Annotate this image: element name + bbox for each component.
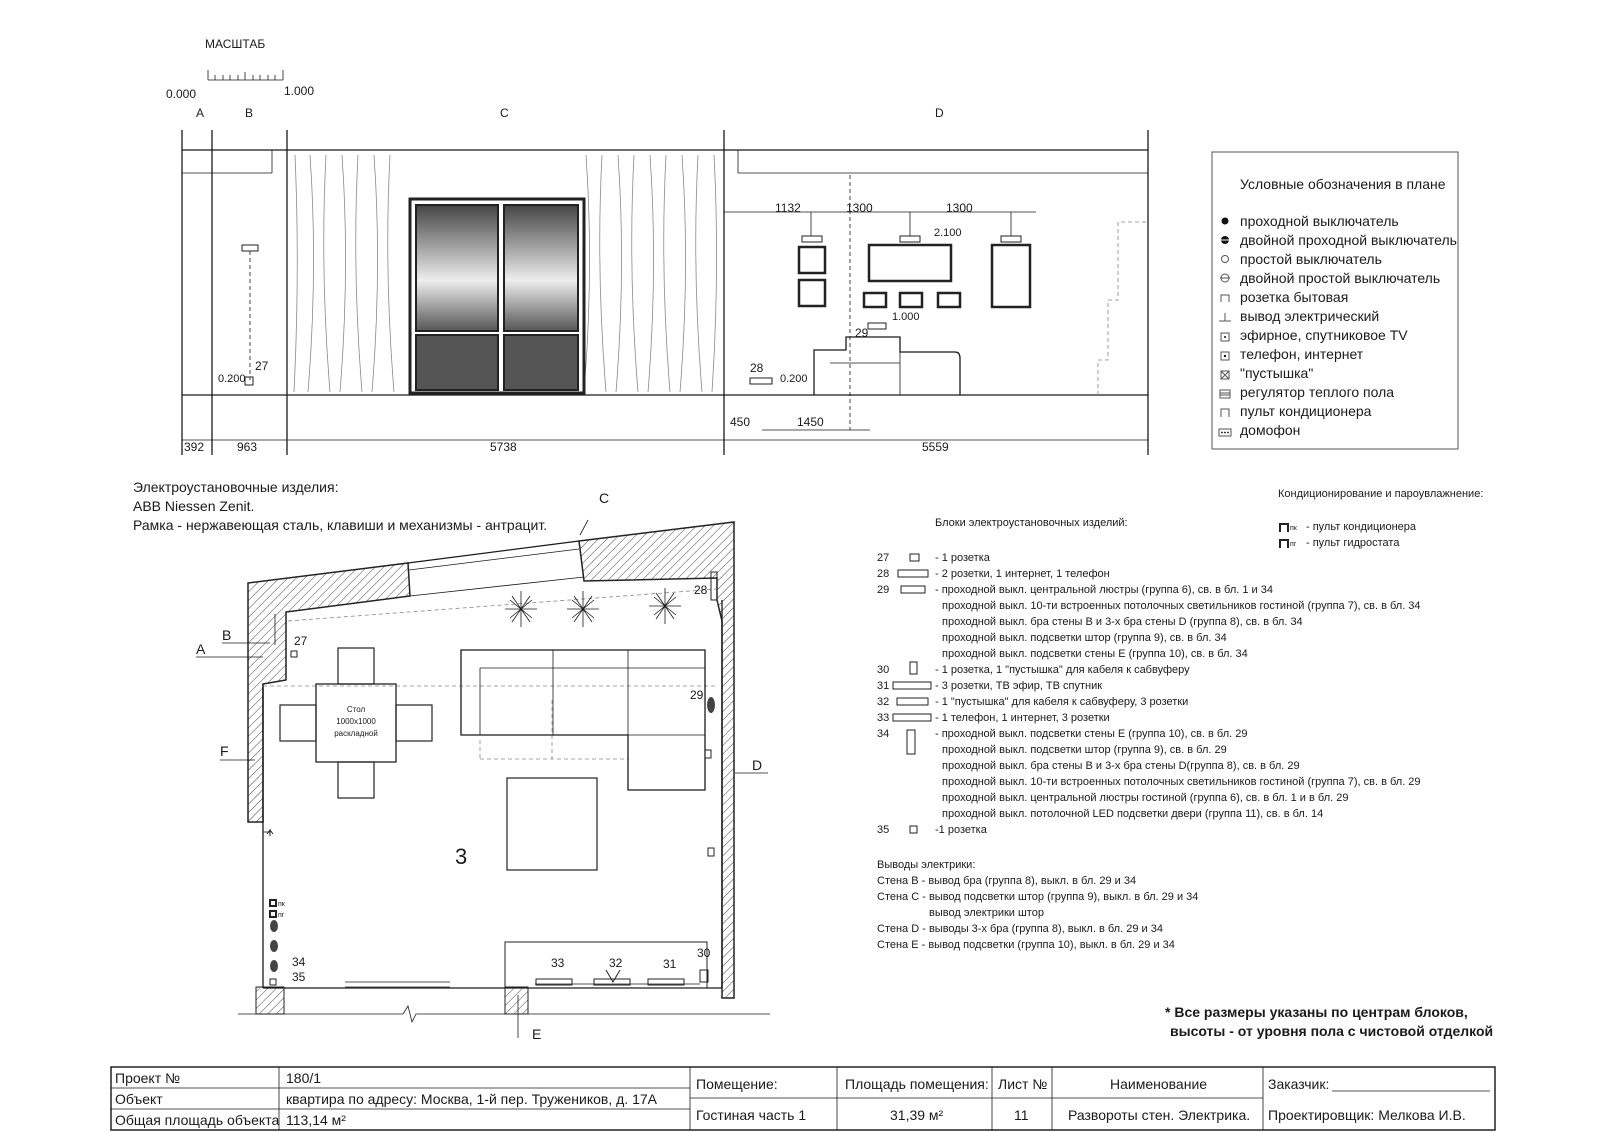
room-number: 3 bbox=[455, 844, 468, 869]
footnote-line-1: * Все размеры указаны по центрам блоков, bbox=[1165, 1004, 1468, 1020]
block-description: проходной выкл. бра стены B и 3-х бра стены D (группа 8), св. в бл. 34 bbox=[942, 616, 1303, 628]
bottom-dim-5738: 5738 bbox=[490, 440, 517, 454]
blank-plate-icon bbox=[1221, 371, 1229, 379]
notes-line-3: Рамка - нержавеющая сталь, клавиши и механизмы - антрацит. bbox=[133, 517, 548, 533]
table-label-1: Стол bbox=[346, 705, 366, 714]
wall-label-b: B bbox=[222, 627, 232, 643]
bottom-dim-963: 963 bbox=[237, 440, 258, 454]
block-description: - 1 розетка bbox=[935, 552, 990, 564]
sofa-plan bbox=[461, 650, 705, 790]
room-area-value: 31,39 м² bbox=[890, 1107, 944, 1123]
customer-label: Заказчик: bbox=[1268, 1076, 1330, 1092]
sofa-elevation bbox=[814, 337, 960, 395]
block-description: проходной выкл. потолочной LED подсветки двери (группа 11), св. в бл. 14 bbox=[942, 808, 1324, 820]
object-value: квартира по адресу: Москва, 1-й пер. Тружеников, д. 17А bbox=[286, 1091, 657, 1107]
bottom-dim-450: 450 bbox=[730, 415, 751, 429]
block-description: - 3 розетки, ТВ эфир, ТВ спутник bbox=[935, 680, 1103, 692]
floor-heating-icon bbox=[1220, 390, 1230, 398]
plan-block-31: 31 bbox=[663, 957, 677, 971]
area-label: Общая площадь объекта bbox=[115, 1112, 280, 1128]
block-description: - проходной выкл. центральной люстры (группа 6), св. в бл. 1 и 34 bbox=[935, 584, 1273, 596]
phone-icon bbox=[1221, 352, 1229, 360]
designer-label: Проектировщик: Мелкова И.В. bbox=[1268, 1107, 1466, 1123]
pass-switch-icon bbox=[1222, 218, 1229, 225]
table-label-2: 1000x1000 bbox=[336, 717, 376, 726]
wall-label-c: C bbox=[599, 490, 610, 506]
outputs-line-3: вывод электрики штор bbox=[929, 907, 1044, 919]
outputs-line-2: Стена C - вывод подсветки штор (группа 9), выкл. в бл. 29 и 34 bbox=[877, 891, 1199, 903]
outputs-line-1: Стена B - вывод бра (группа 8), выкл. в бл. 29 и 34 bbox=[877, 875, 1137, 887]
legend-label-4: двойной простой выключатель bbox=[1240, 270, 1441, 286]
block-label-27: 27 bbox=[255, 359, 269, 373]
outputs-title: Выводы электрики: bbox=[877, 859, 976, 871]
section-label-a: A bbox=[196, 106, 205, 120]
section-label-d: D bbox=[935, 106, 944, 120]
block-description: - 1 "пустышка" для кабеля к сабвуферу, 3 розетки bbox=[935, 696, 1189, 708]
block-description: - проходной выкл. подсветки стены E (группа 10), св. в бл. 29 bbox=[935, 728, 1248, 740]
ac-remote-icon bbox=[1280, 524, 1288, 532]
block-description: - 1 розетка, 1 "пустышка" для кабеля к сабвуферу bbox=[935, 664, 1190, 676]
height-mark-210: 2.100 bbox=[934, 227, 962, 239]
scale-title: МАСШТАБ bbox=[205, 37, 266, 51]
room-label: Помещение: bbox=[696, 1076, 778, 1092]
balcony-door bbox=[410, 199, 584, 393]
block-number: 33 bbox=[877, 712, 890, 724]
plan-block-28: 28 bbox=[694, 583, 708, 597]
plan-block-30: 30 bbox=[697, 946, 711, 960]
tv-icon bbox=[1221, 333, 1229, 341]
bottom-dim-1450: 1450 bbox=[797, 415, 824, 429]
legend-label-1: проходной выключатель bbox=[1240, 213, 1399, 229]
block-description: проходной выкл. 10-ти встроенных потолочных светильников гостиной (группа 7), св. в бл. 34 bbox=[942, 600, 1421, 612]
plan-block-35: 35 bbox=[292, 970, 306, 984]
block-number: 34 bbox=[877, 728, 890, 740]
object-label: Объект bbox=[115, 1091, 163, 1107]
blocks-list bbox=[877, 517, 1421, 836]
legend-label-6: вывод электрический bbox=[1240, 308, 1380, 324]
scale-max-label: 1.000 bbox=[284, 84, 315, 98]
top-dim-3: 1300 bbox=[946, 201, 973, 215]
ac-code-1: пк bbox=[1290, 525, 1297, 532]
block-description: проходной выкл. центральной люстры гостиной (группа 6), св. в бл. 1 и в бл. 29 bbox=[942, 792, 1349, 804]
ac-title: Кондиционирование и пароувлажнение: bbox=[1278, 488, 1484, 500]
outputs-line-4: Стена D - выводы 3-х бра (группа 8), выкл. в бл. 29 и 34 bbox=[877, 923, 1163, 935]
bottom-dim-5559: 5559 bbox=[922, 440, 949, 454]
floor-plan bbox=[196, 490, 770, 1042]
legend-label-5: розетка бытовая bbox=[1240, 289, 1349, 305]
block-label-29: 29 bbox=[855, 326, 869, 340]
wall-label-a: A bbox=[196, 641, 206, 657]
block-number: 28 bbox=[877, 568, 890, 580]
name-value: Развороты стен. Электрика. bbox=[1068, 1107, 1251, 1123]
product-notes bbox=[133, 479, 547, 533]
scale-bar bbox=[166, 37, 314, 101]
title-block bbox=[111, 1067, 1495, 1130]
block-description: проходной выкл. подсветки штор (группа 9), св. в бл. 29 bbox=[942, 744, 1227, 756]
legend-title: Условные обозначения в плане bbox=[1240, 176, 1446, 192]
footnote-line-2: высоты - от уровня пола с чистовой отделкой bbox=[1170, 1023, 1494, 1039]
plan-block-29: 29 bbox=[690, 688, 704, 702]
block-description: проходной выкл. бра стены B и 3-х бра стены D(группа 8), св. в бл. 29 bbox=[942, 760, 1300, 772]
coffee-table bbox=[507, 778, 597, 870]
section-label-b: B bbox=[245, 106, 254, 120]
intercom-icon bbox=[1219, 429, 1231, 436]
hygrostat-remote-icon bbox=[1280, 540, 1288, 548]
legend-panel bbox=[1212, 152, 1458, 449]
block-description: проходной выкл. 10-ти встроенных потолочных светильников гостиной (группа 7), св. в бл. 29 bbox=[942, 776, 1421, 788]
top-dim-2: 1300 bbox=[846, 201, 873, 215]
wall-label-f: F bbox=[220, 743, 229, 759]
double-pass-switch-icon bbox=[1220, 236, 1230, 244]
block-description: -1 розетка bbox=[935, 824, 987, 836]
legend-label-9: "пустышка" bbox=[1240, 365, 1314, 381]
wall-elevation bbox=[182, 106, 1148, 455]
block-number: 35 bbox=[877, 824, 890, 836]
bottom-dim-392: 392 bbox=[184, 440, 205, 454]
plan-block-32: 32 bbox=[609, 956, 623, 970]
ac-code-2: пг bbox=[1290, 541, 1297, 548]
wall-label-e: E bbox=[532, 1026, 542, 1042]
wall-d-pictures bbox=[724, 175, 1036, 430]
dining-table bbox=[280, 648, 432, 798]
legend-label-3: простой выключатель bbox=[1240, 251, 1382, 267]
legend-label-8: телефон, интернет bbox=[1240, 346, 1364, 362]
project-label: Проект № bbox=[115, 1070, 181, 1086]
block-description: проходной выкл. подсветки штор (группа 9), св. в бл. 34 bbox=[942, 632, 1227, 644]
plan-block-33: 33 bbox=[551, 956, 565, 970]
block-number: 32 bbox=[877, 696, 890, 708]
table-label-3: раскладной bbox=[334, 729, 378, 738]
legend-label-2: двойной проходной выключатель bbox=[1240, 232, 1457, 248]
socket-icon bbox=[1221, 295, 1229, 302]
sheet-value: 11 bbox=[1014, 1107, 1029, 1123]
simple-switch-icon bbox=[1222, 256, 1229, 263]
block-number: 29 bbox=[877, 584, 890, 596]
room-value: Гостиная часть 1 bbox=[696, 1107, 807, 1123]
room-area-label: Площадь помещения: bbox=[845, 1076, 989, 1092]
outputs-line-5: Стена E - вывод подсветки (группа 10), выкл. в бл. 29 и 34 bbox=[877, 939, 1175, 951]
sheet-label: Лист № bbox=[998, 1076, 1048, 1092]
block-description: проходной выкл. подсветки стены E (группа 10), св. в бл. 34 bbox=[942, 648, 1248, 660]
block-number: 27 bbox=[877, 552, 890, 564]
ac-remote-icon bbox=[1221, 409, 1229, 417]
height-mark-100: 1.000 bbox=[892, 311, 920, 323]
outputs-list bbox=[877, 859, 1198, 951]
notes-line-1: Электроустановочные изделия: bbox=[133, 479, 339, 495]
plan-block-27: 27 bbox=[294, 634, 308, 648]
notes-line-2: ABB Niessen Zenit. bbox=[133, 498, 255, 514]
footnote bbox=[1165, 1004, 1493, 1039]
top-dim-1: 1132 bbox=[775, 201, 801, 215]
name-label: Наименование bbox=[1110, 1076, 1208, 1092]
ac-code-plan-1: пк bbox=[278, 901, 285, 908]
blocks-title: Блоки электроустановочных изделий: bbox=[935, 517, 1128, 529]
ac-code-plan-2: пг bbox=[278, 912, 285, 919]
ac-legend bbox=[1278, 488, 1483, 549]
ac-label-2: - пульт гидростата bbox=[1306, 537, 1400, 549]
electric-outlet-icon bbox=[1219, 313, 1231, 321]
height-mark-right: 0.200 bbox=[780, 373, 808, 385]
plan-block-34: 34 bbox=[292, 955, 306, 969]
block-number: 30 bbox=[877, 664, 890, 676]
block-label-28: 28 bbox=[750, 361, 764, 375]
legend-label-7: эфирное, спутниковое TV bbox=[1240, 327, 1408, 343]
height-mark-left: 0.200 bbox=[218, 373, 246, 385]
scale-min-label: 0.000 bbox=[166, 87, 197, 101]
legend-label-12: домофон bbox=[1240, 422, 1301, 438]
section-label-c: C bbox=[500, 106, 509, 120]
legend-label-10: регулятор теплого пола bbox=[1240, 384, 1395, 400]
legend-label-11: пульт кондиционера bbox=[1240, 403, 1372, 419]
double-simple-switch-icon bbox=[1220, 274, 1230, 282]
block-number: 31 bbox=[877, 680, 890, 692]
wall-label-d: D bbox=[752, 757, 763, 773]
area-value: 113,14 м² bbox=[286, 1112, 346, 1128]
block-description: - 2 розетки, 1 интернет, 1 телефон bbox=[935, 568, 1110, 580]
project-value: 180/1 bbox=[286, 1070, 322, 1086]
ac-label-1: - пульт кондиционера bbox=[1306, 521, 1416, 533]
block-description: - 1 телефон, 1 интернет, 3 розетки bbox=[935, 712, 1110, 724]
